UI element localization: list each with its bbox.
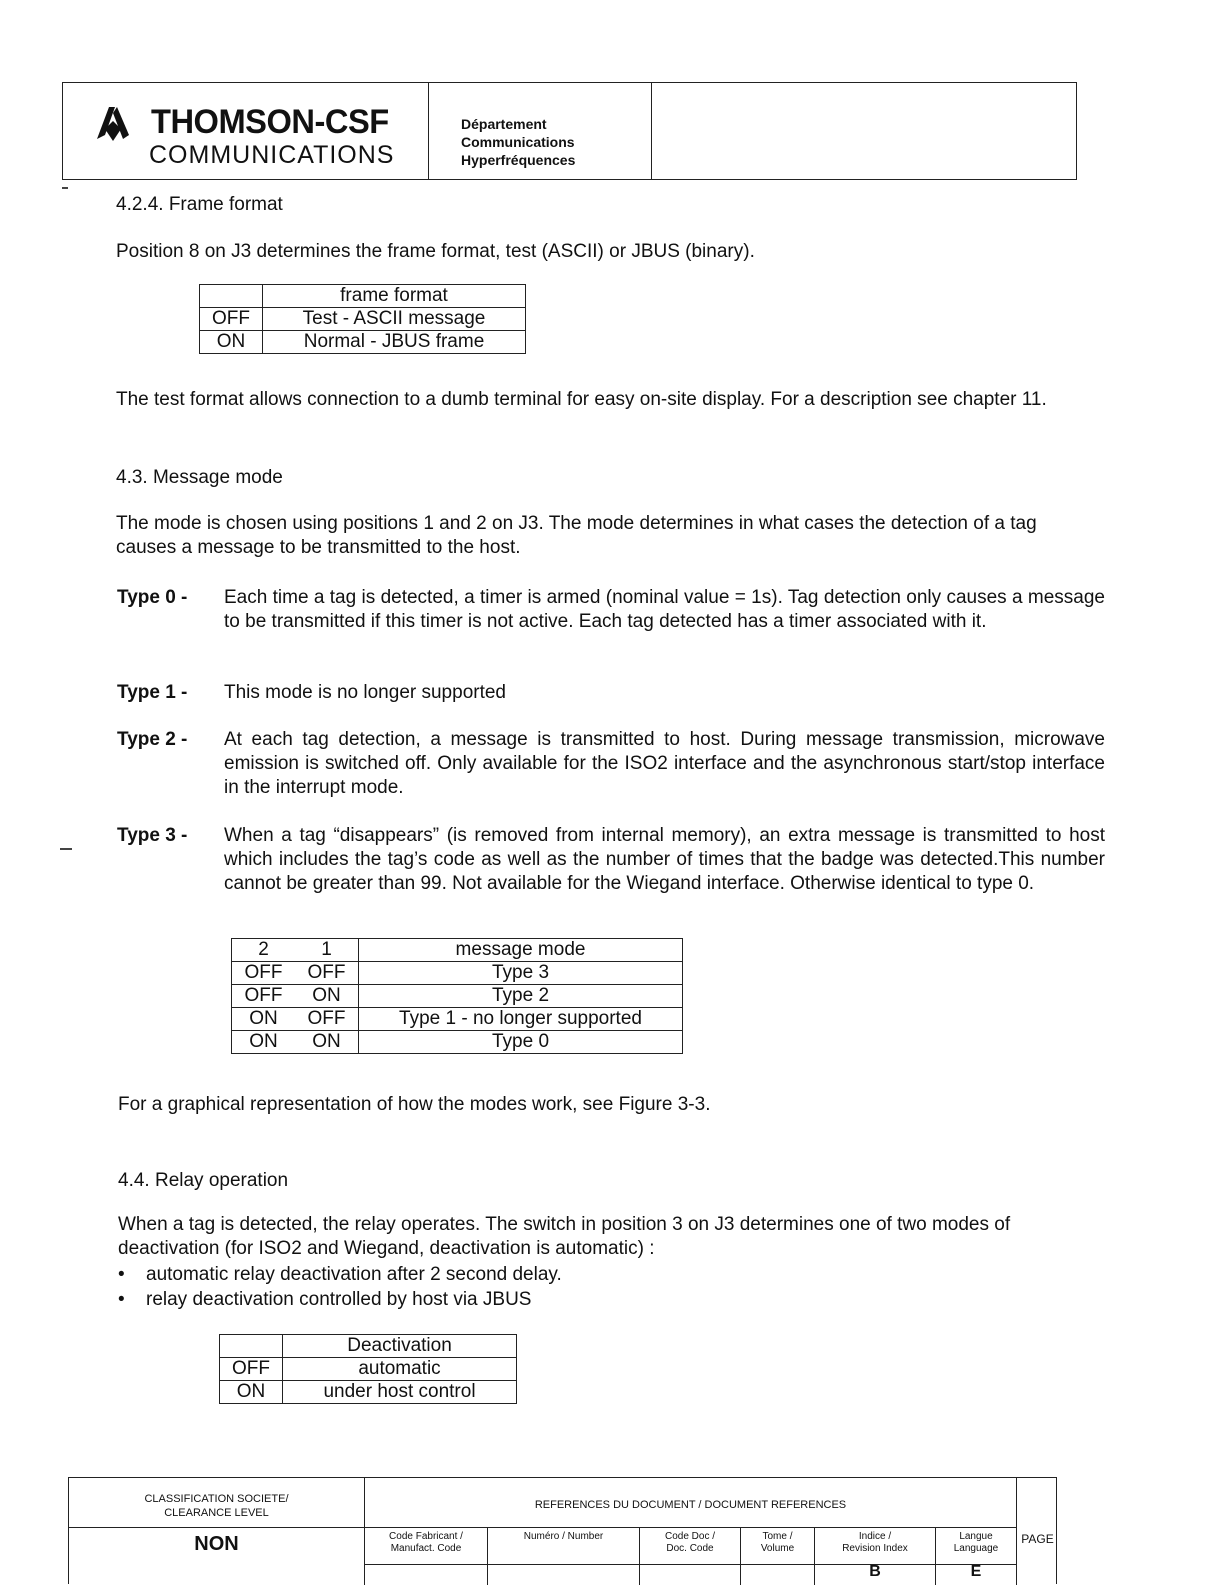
table-cell: OFF xyxy=(295,1008,359,1031)
table-row xyxy=(232,939,683,962)
type-0-label: Type 0 - xyxy=(117,587,188,608)
section-heading-message-mode: 4.3. Message mode xyxy=(116,467,283,488)
document-footer xyxy=(68,1477,1057,1584)
deactivation-table xyxy=(219,1334,517,1404)
classification-label: CLASSIFICATION SOCIETE/ CLEARANCE LEVEL xyxy=(69,1478,365,1528)
table-header-cell: frame format xyxy=(263,285,526,308)
revision-value: B xyxy=(869,1563,881,1580)
table-row xyxy=(220,1335,517,1358)
footer-col-volume: Tome / Volume xyxy=(741,1528,815,1585)
frame-format-table xyxy=(199,284,526,354)
thomson-logo-icon xyxy=(95,105,131,145)
table-cell: OFF xyxy=(295,962,359,985)
table-header-cell: Deactivation xyxy=(283,1335,517,1358)
message-mode-intro-line-2: causes a message to be transmitted to the host. xyxy=(116,537,521,558)
table-row xyxy=(200,285,526,308)
table-row xyxy=(232,1031,683,1054)
table-cell: OFF xyxy=(232,985,296,1008)
department-cell xyxy=(429,83,652,179)
classification-value: NON xyxy=(69,1528,365,1585)
section-heading-frame-format: 4.2.4. Frame format xyxy=(116,194,283,215)
table-header-cell: 1 xyxy=(295,939,359,962)
list-item: • automatic relay deactivation after 2 second delay. xyxy=(118,1264,562,1285)
table-cell: ON xyxy=(232,1031,296,1054)
table-cell: Test - ASCII message xyxy=(263,308,526,331)
language-value: E xyxy=(970,1563,982,1580)
table-cell: ON xyxy=(295,985,359,1008)
table-header-cell: 2 xyxy=(232,939,296,962)
bullet-icon: • xyxy=(118,1289,125,1310)
table-cell: OFF xyxy=(200,308,263,331)
table-header-cell xyxy=(220,1335,283,1358)
footer-col-number: Numéro / Number xyxy=(488,1528,640,1585)
company-logo-cell xyxy=(63,83,429,179)
message-mode-note: For a graphical representation of how the modes work, see Figure 3-3. xyxy=(118,1094,711,1115)
relay-intro-line-1: When a tag is detected, the relay operates. The switch in position 3 on J3 determines one of two modes of xyxy=(118,1214,1011,1235)
frame-format-intro: Position 8 on J3 determines the frame format, test (ASCII) or JBUS (binary). xyxy=(116,241,755,262)
table-cell: Type 2 xyxy=(359,985,683,1008)
table-header-cell: message mode xyxy=(359,939,683,962)
table-header-cell xyxy=(200,285,263,308)
list-item: • relay deactivation controlled by host via JBUS xyxy=(118,1289,532,1310)
page-label: PAGE xyxy=(1021,1532,1054,1546)
message-mode-table xyxy=(231,938,683,1054)
scan-mark xyxy=(60,848,72,850)
references-label: REFERENCES DU DOCUMENT / DOCUMENT REFERENCES xyxy=(365,1478,1017,1528)
table-cell: ON xyxy=(200,331,263,354)
type-2-description: At each tag detection, a message is transmitted to host. During message transmission, microwave emission is switched off. Only available for the ISO2 interface and the asynchronous start/stop interface in the interrupt mode. xyxy=(224,729,1105,798)
table-cell: under host control xyxy=(283,1381,517,1404)
company-name: THOMSON-CSF xyxy=(151,103,389,141)
department-name: Département Communications Hyperfréquences xyxy=(461,116,576,168)
table-cell: ON xyxy=(295,1031,359,1054)
type-0-description: Each time a tag is detected, a timer is armed (nominal value = 1s). Tag detection only causes a message to be transmitted if this timer is not active. Each tag detected has a timer associated with it. xyxy=(224,587,1105,632)
table-cell: ON xyxy=(232,1008,296,1031)
footer-col-revision-index: Indice / Revision Index B xyxy=(815,1528,936,1585)
type-3-label: Type 3 - xyxy=(117,825,188,846)
document-header xyxy=(62,82,1077,180)
table-cell: OFF xyxy=(220,1358,283,1381)
relay-intro-line-2: deactivation (for ISO2 and Wiegand, deactivation is automatic) : xyxy=(118,1238,655,1259)
table-cell: Type 0 xyxy=(359,1031,683,1054)
scan-mark xyxy=(62,187,68,189)
table-cell: Normal - JBUS frame xyxy=(263,331,526,354)
footer-col-doc-code: Code Doc / Doc. Code xyxy=(640,1528,741,1585)
table-row xyxy=(200,308,526,331)
type-1-label: Type 1 - xyxy=(117,682,188,703)
type-2-label: Type 2 - xyxy=(117,729,188,750)
table-cell: OFF xyxy=(232,962,296,985)
company-division: COMMUNICATIONS xyxy=(149,141,395,169)
section-heading-relay-operation: 4.4. Relay operation xyxy=(118,1170,289,1191)
table-cell: ON xyxy=(220,1381,283,1404)
message-mode-intro-line-1: The mode is chosen using positions 1 and 2 on J3. The mode determines in what cases the detection of a tag xyxy=(116,513,1037,534)
table-row xyxy=(220,1358,517,1381)
table-row xyxy=(220,1381,517,1404)
type-3-description: When a tag “disappears” (is removed from internal memory), an extra message is transmitted to host which includes the tag’s code as well as the number of times that the badge was detected.This number cannot be greater than 99. Not available for the Wiegand interface. Otherwise identical to type 0. xyxy=(224,825,1105,894)
bullet-icon: • xyxy=(118,1264,125,1285)
footer-col-language: Langue Language E xyxy=(936,1528,1017,1585)
table-row xyxy=(232,962,683,985)
table-cell: Type 1 - no longer supported xyxy=(359,1008,683,1031)
table-row xyxy=(232,1008,683,1031)
table-cell: automatic xyxy=(283,1358,517,1381)
footer-col-manufact-code: Code Fabricant / Manufact. Code xyxy=(365,1528,488,1585)
type-1-description: This mode is no longer supported xyxy=(224,682,506,703)
frame-format-note: The test format allows connection to a dumb terminal for easy on-site display. For a description see chapter 11. xyxy=(116,389,1047,410)
table-cell: Type 3 xyxy=(359,962,683,985)
table-row xyxy=(200,331,526,354)
table-row xyxy=(232,985,683,1008)
